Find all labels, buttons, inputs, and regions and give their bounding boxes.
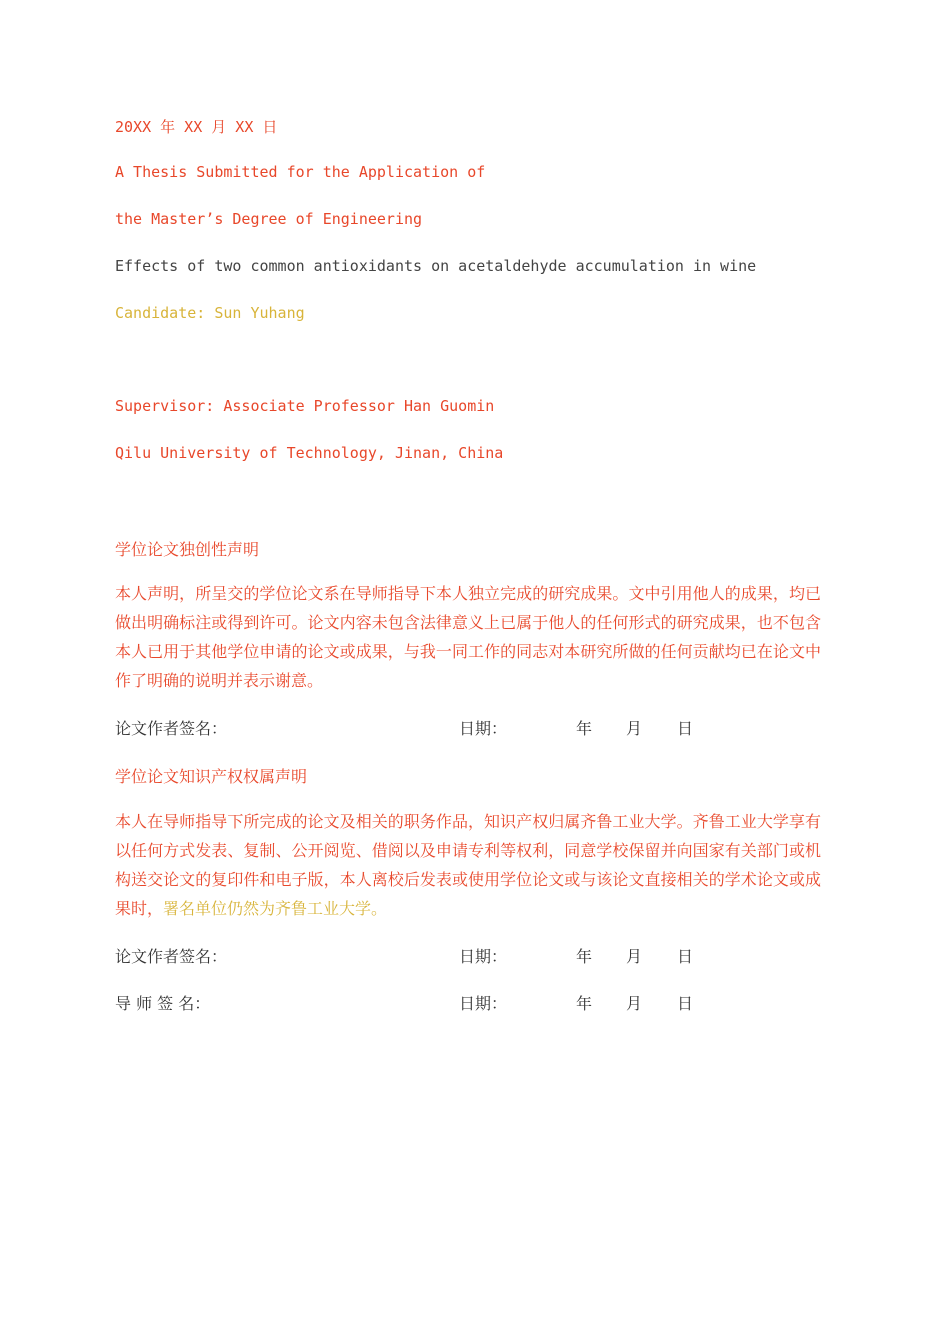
originality-statement: 本人声明，所呈交的学位论文系在导师指导下本人独立完成的研究成果。文中引用他人的成果，均已做出明确标注或得到许可。论文内容未包含法律意义上已属于他人的任何形式的研究成果，也不包含本人已用于其他学位申请的论文或成果，与我一同工作的同志对本研究所做的任何贡献均已在论文中作了明确的说明并表示谢意。 (115, 584, 821, 690)
thesis-statement-line-1: A Thesis Submitted for the Application of (115, 163, 486, 181)
author-signature-label: 论文作者签名： (115, 947, 228, 966)
date-label: 日期： (459, 994, 508, 1013)
thesis-statement-line-2: the Master’s Degree of Engineering (115, 210, 423, 228)
day-label: 日 (677, 994, 694, 1013)
month-label: 月 (626, 719, 643, 738)
year-label: 年 (576, 947, 593, 966)
day-label: 日 (677, 947, 694, 966)
ip-statement-tail: 署名单位仍然为齐鲁工业大学。 (163, 899, 388, 918)
date-label: 日期： (459, 947, 508, 966)
supervisor-name: Supervisor: Associate Professor Han Guomin (115, 397, 495, 415)
supervisor-signature-label: 导 师 签 名： (115, 994, 211, 1013)
author-signature-label: 论文作者签名： (115, 719, 228, 738)
ip-author-signature-row (115, 944, 715, 966)
originality-heading: 学位论文独创性声明 (115, 540, 260, 559)
month-label: 月 (626, 947, 643, 966)
year-label: 年 (576, 994, 593, 1013)
supervisor-signature-row (115, 991, 715, 1013)
ip-heading: 学位论文知识产权权属声明 (115, 767, 308, 786)
ip-statement (115, 807, 821, 923)
month-label: 月 (626, 994, 643, 1013)
year-label: 年 (576, 719, 593, 738)
day-label: 日 (677, 719, 694, 738)
candidate-name: Candidate: Sun Yuhang (115, 304, 305, 322)
thesis-title: Effects of two common antioxidants on acetaldehyde accumulation in wine (115, 257, 757, 275)
university-name: Qilu University of Technology, Jinan, China (115, 444, 504, 462)
cover-date: 20XX 年 XX 月 XX 日 (115, 118, 278, 136)
ip-statement-main: 本人在导师指导下所完成的论文及相关的职务作品，知识产权归属齐鲁工业大学。齐鲁工业大学享有以任何方式发表、复制、公开阅览、借阅以及申请专利等权利，同意学校保留并向国家有关部门或机构送交论文的复印件和电子版，本人离校后发表或使用学位论文或与该论文直接相关的学术论文或成果时， (115, 812, 821, 918)
originality-signature-row (115, 716, 715, 738)
date-label: 日期： (459, 719, 508, 738)
